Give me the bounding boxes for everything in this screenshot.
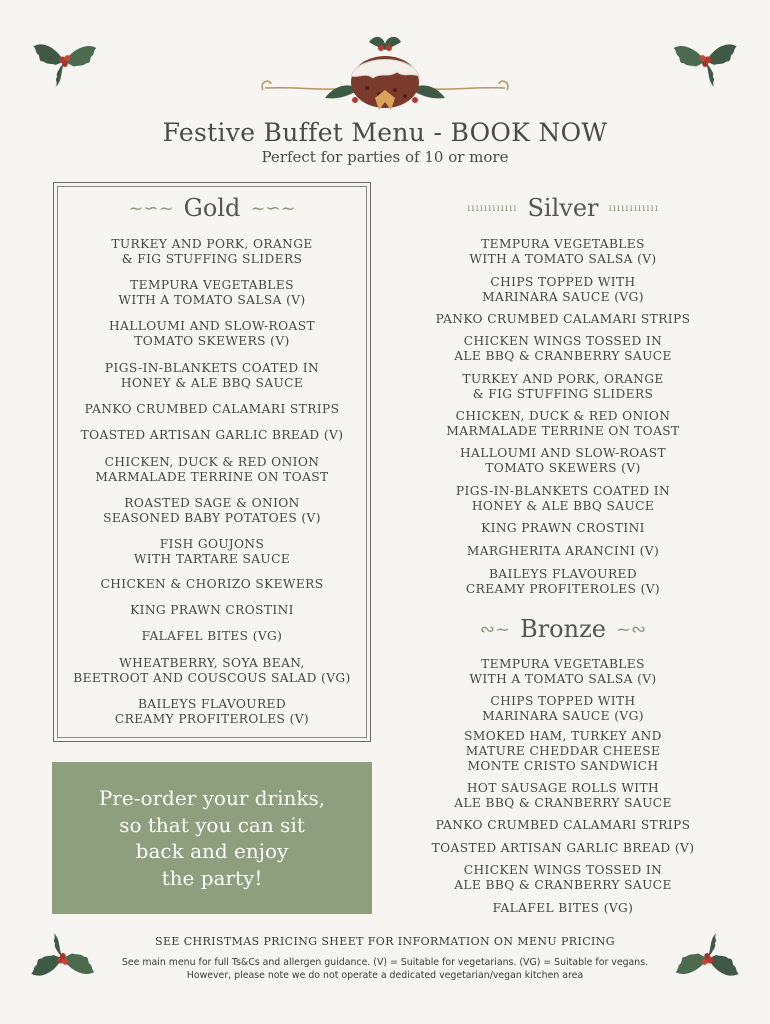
- silver-item: CHIPS TOPPED WITH MARINARA SAUCE (VG): [482, 275, 644, 304]
- flourish-right-icon: ~∾: [615, 618, 647, 640]
- bronze-item: FALAFEL BITES (VG): [492, 901, 634, 915]
- gold-item: KING PRAWN CROSTINI: [130, 603, 294, 617]
- gold-item: WHEATBERRY, SOYA BEAN, BEETROOT AND COUSCOUS SALAD (VG): [73, 656, 351, 685]
- flourish-right-icon: ~∽~: [250, 197, 296, 219]
- silver-item: TEMPURA VEGETABLES WITH A TOMATO SALSA (V): [469, 237, 657, 266]
- bronze-item: TOASTED ARTISAN GARLIC BREAD (V): [431, 841, 695, 855]
- silver-item: BAILEYS FLAVOURED CREAMY PROFITEROLES (V): [465, 567, 661, 596]
- pricing-note: SEE CHRISTMAS PRICING SHEET FOR INFORMATION ON MENU PRICING: [155, 935, 615, 948]
- bronze-heading: [412, 615, 714, 643]
- preorder-drinks-text: Pre-order your drinks, so that you can sit back and enjoy the party!: [98, 786, 326, 890]
- bronze-item: CHIPS TOPPED WITH MARINARA SAUCE (VG): [482, 694, 644, 723]
- gold-item: HALLOUMI AND SLOW-ROAST TOMATO SKEWERS (V): [109, 319, 315, 348]
- holly-icon: [672, 28, 740, 90]
- silver-item: PANKO CRUMBED CALAMARI STRIPS: [435, 312, 691, 326]
- holly-icon: [30, 28, 98, 90]
- gold-item: FALAFEL BITES (VG): [141, 629, 283, 643]
- allergen-note: See main menu for full Ts&Cs and allergen guidance. (V) = Suitable for vegetarians. (VG) = Suitable for vegans.: [121, 957, 649, 968]
- bronze-item: HOT SAUSAGE ROLLS WITH ALE BBQ & CRANBERRY SAUCE: [454, 781, 672, 810]
- bronze-item: PANKO CRUMBED CALAMARI STRIPS: [435, 818, 691, 832]
- silver-heading: [412, 194, 714, 222]
- menu-subtitle: Perfect for parties of 10 or more: [261, 148, 509, 166]
- gold-item: PANKO CRUMBED CALAMARI STRIPS: [84, 402, 340, 416]
- bronze-item: TEMPURA VEGETABLES WITH A TOMATO SALSA (V): [469, 657, 657, 686]
- christmas-pudding-icon: [255, 28, 515, 112]
- silver-item: MARGHERITA ARANCINI (V): [466, 544, 660, 558]
- gold-item: TEMPURA VEGETABLES WITH A TOMATO SALSA (V): [118, 278, 306, 307]
- silver-item: KING PRAWN CROSTINI: [481, 521, 645, 535]
- gold-item: TURKEY AND PORK, ORANGE & FIG STUFFING SLIDERS: [111, 237, 313, 266]
- kitchen-note: However, please note we do not operate a dedicated vegetarian/vegan kitchen area: [186, 970, 584, 981]
- bronze-item: SMOKED HAM, TURKEY AND MATURE CHEDDAR CHEESE MONTE CRISTO SANDWICH: [464, 729, 662, 773]
- menu-title: Festive Buffet Menu - BOOK NOW: [162, 118, 608, 147]
- divider-left-icon: ıııııııııııı: [467, 202, 518, 214]
- bronze-heading-label: Bronze: [520, 615, 606, 643]
- silver-item: TURKEY AND PORK, ORANGE & FIG STUFFING SLIDERS: [462, 372, 664, 401]
- silver-item: CHICKEN, DUCK & RED ONION MARMALADE TERRINE ON TOAST: [446, 409, 680, 438]
- gold-item: TOASTED ARTISAN GARLIC BREAD (V): [80, 428, 344, 442]
- preorder-drinks-banner: [52, 762, 372, 914]
- silver-item: PIGS-IN-BLANKETS COATED IN HONEY & ALE BBQ SAUCE: [455, 484, 671, 513]
- flourish-left-icon: ∾~: [479, 618, 511, 640]
- silver-heading-label: Silver: [527, 194, 599, 222]
- gold-item: BAILEYS FLAVOURED CREAMY PROFITEROLES (V): [114, 697, 310, 726]
- divider-right-icon: ıııııııııııı: [608, 202, 659, 214]
- gold-item: CHICKEN & CHORIZO SKEWERS: [100, 577, 324, 591]
- silver-item: HALLOUMI AND SLOW-ROAST TOMATO SKEWERS (V): [460, 446, 666, 475]
- gold-item: PIGS-IN-BLANKETS COATED IN HONEY & ALE BBQ SAUCE: [104, 361, 320, 390]
- gold-item: ROASTED SAGE & ONION SEASONED BABY POTATOES (V): [103, 496, 321, 525]
- silver-item: CHICKEN WINGS TOSSED IN ALE BBQ & CRANBERRY SAUCE: [454, 334, 672, 363]
- flourish-left-icon: ~∽~: [128, 197, 174, 219]
- bronze-item: CHICKEN WINGS TOSSED IN ALE BBQ & CRANBERRY SAUCE: [454, 863, 672, 892]
- gold-item: CHICKEN, DUCK & RED ONION MARMALADE TERRINE ON TOAST: [95, 455, 329, 484]
- gold-heading-label: Gold: [183, 194, 241, 222]
- gold-heading: [53, 194, 371, 222]
- gold-item: FISH GOUJONS WITH TARTARE SAUCE: [133, 537, 291, 566]
